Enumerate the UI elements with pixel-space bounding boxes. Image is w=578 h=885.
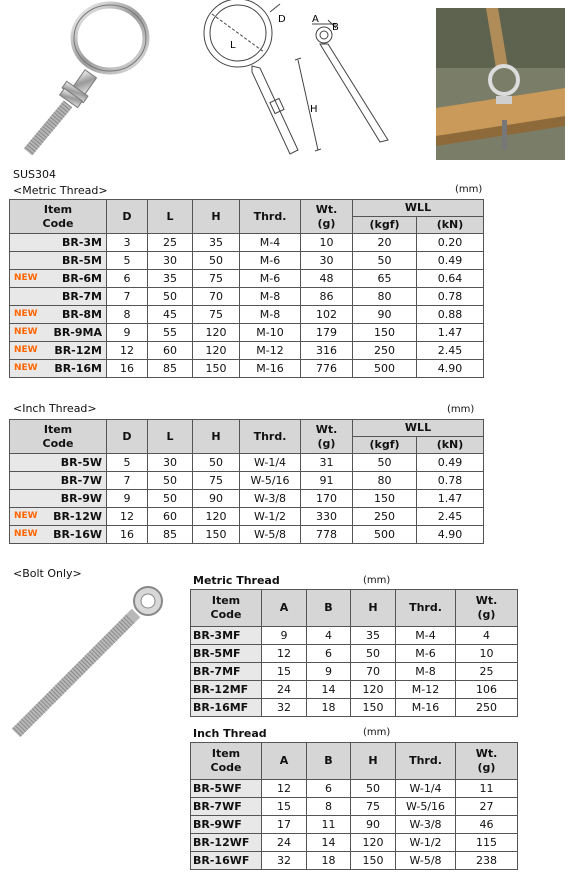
cell-kgf: 65 <box>353 270 417 288</box>
item-code: BR-7W <box>60 474 102 487</box>
cell-h: 120 <box>351 834 396 852</box>
cell-a: 15 <box>262 798 307 816</box>
cell-kn: 4.90 <box>417 526 484 544</box>
table-row <box>191 627 518 645</box>
cell-h: 150 <box>193 526 240 544</box>
item-code: BR-5WF <box>191 780 262 798</box>
header-h: H <box>351 590 396 627</box>
item-code: BR-7WF <box>191 798 262 816</box>
cell-h: 35 <box>351 627 396 645</box>
cell-kgf: 500 <box>353 526 417 544</box>
header-h: H <box>193 200 240 234</box>
cell-a: 32 <box>262 699 307 717</box>
cell-b: 18 <box>307 852 351 870</box>
cell-kgf: 250 <box>353 508 417 526</box>
header-h: H <box>351 743 396 780</box>
table-row <box>191 645 518 663</box>
label-d: D <box>278 14 286 25</box>
table-row <box>10 270 484 288</box>
table-row <box>10 472 484 490</box>
cell-kgf: 20 <box>353 234 417 252</box>
cell-b: 6 <box>307 645 351 663</box>
cell-d: 9 <box>107 324 148 342</box>
cell-h: 150 <box>351 699 396 717</box>
header-item-code: Item Code <box>10 200 107 234</box>
cell-h: 50 <box>351 645 396 663</box>
cell-kgf: 50 <box>353 454 417 472</box>
item-code: BR-16M <box>54 362 102 375</box>
cell-thrd: M-6 <box>240 252 301 270</box>
cell-kn: 1.47 <box>417 324 484 342</box>
bolt-inch-table <box>190 742 518 870</box>
cell-b: 14 <box>307 681 351 699</box>
cell-kgf: 500 <box>353 360 417 378</box>
cell-wt: 10 <box>456 645 518 663</box>
item-code: BR-9W <box>60 492 102 505</box>
header-l: L <box>148 200 193 234</box>
header-thrd: Thrd. <box>240 200 301 234</box>
cell-h: 120 <box>193 508 240 526</box>
product-photo-eye-bolt <box>8 585 168 745</box>
cell-wt: 316 <box>301 342 353 360</box>
cell-kgf: 90 <box>353 306 417 324</box>
table-row <box>10 360 484 378</box>
cell-b: 14 <box>307 834 351 852</box>
table-row <box>191 816 518 834</box>
cell-h: 50 <box>193 252 240 270</box>
bolt-metric-table <box>190 589 518 717</box>
header-a: A <box>262 743 307 780</box>
bolt-section-title: <Bolt Only> <box>13 567 82 580</box>
cell-kn: 4.90 <box>417 360 484 378</box>
new-badge: NEW <box>14 363 38 373</box>
item-code-cell <box>10 472 107 490</box>
cell-l: 50 <box>148 472 193 490</box>
header-item-code: Item Code <box>10 420 107 454</box>
cell-a: 24 <box>262 681 307 699</box>
cell-thrd: M-12 <box>240 342 301 360</box>
cell-l: 35 <box>148 270 193 288</box>
cell-a: 32 <box>262 852 307 870</box>
header-kn: (kN) <box>417 217 484 234</box>
cell-wt: 179 <box>301 324 353 342</box>
cell-h: 90 <box>351 816 396 834</box>
cell-thrd: M-16 <box>240 360 301 378</box>
cell-thrd: W-1/2 <box>396 834 456 852</box>
metric-section-title: <Metric Thread> <box>13 184 108 197</box>
cell-h: 70 <box>193 288 240 306</box>
table-row <box>191 834 518 852</box>
cell-kgf: 50 <box>353 252 417 270</box>
cell-thrd: W-3/8 <box>396 816 456 834</box>
cell-wt: 330 <box>301 508 353 526</box>
cell-d: 8 <box>107 306 148 324</box>
cell-a: 9 <box>262 627 307 645</box>
header-d: D <box>107 420 148 454</box>
cell-thrd: W-1/4 <box>396 780 456 798</box>
cell-d: 6 <box>107 270 148 288</box>
cell-kgf: 150 <box>353 490 417 508</box>
table-row <box>191 798 518 816</box>
cell-h: 50 <box>351 780 396 798</box>
item-code: BR-9MA <box>53 326 102 339</box>
cell-kgf: 250 <box>353 342 417 360</box>
cell-thrd: M-12 <box>396 681 456 699</box>
header-thrd: Thrd. <box>396 590 456 627</box>
cell-thrd: M-10 <box>240 324 301 342</box>
cell-wt: 106 <box>456 681 518 699</box>
cell-wt: 30 <box>301 252 353 270</box>
header-thrd: Thrd. <box>396 743 456 780</box>
cell-wt: 25 <box>456 663 518 681</box>
cell-thrd: W-3/8 <box>240 490 301 508</box>
header-h: H <box>193 420 240 454</box>
cell-b: 4 <box>307 627 351 645</box>
cell-b: 6 <box>307 780 351 798</box>
cell-wt: 11 <box>456 780 518 798</box>
new-badge: NEW <box>14 309 38 319</box>
cell-thrd: W-5/8 <box>396 852 456 870</box>
inch-unit: (mm) <box>447 404 475 415</box>
cell-wt: 776 <box>301 360 353 378</box>
bolt-metric-unit: (mm) <box>363 575 391 586</box>
item-code: BR-16MF <box>191 699 262 717</box>
new-badge: NEW <box>14 511 38 521</box>
cell-wt: 250 <box>456 699 518 717</box>
header-wll: WLL <box>353 200 484 217</box>
table-row <box>191 699 518 717</box>
item-code-cell <box>10 270 107 288</box>
cell-wt: 10 <box>301 234 353 252</box>
header-thrd: Thrd. <box>240 420 301 454</box>
new-badge: NEW <box>14 273 38 283</box>
cell-kn: 2.45 <box>417 508 484 526</box>
cell-l: 50 <box>148 288 193 306</box>
table-row <box>191 780 518 798</box>
item-code: BR-12M <box>54 344 102 357</box>
item-code: BR-3MF <box>191 627 262 645</box>
cell-wt: 4 <box>456 627 518 645</box>
header-item-code: Item Code <box>191 590 262 627</box>
cell-a: 12 <box>262 780 307 798</box>
cell-thrd: W-5/16 <box>396 798 456 816</box>
cell-d: 5 <box>107 454 148 472</box>
item-code: BR-12MF <box>191 681 262 699</box>
cell-kgf: 80 <box>353 288 417 306</box>
cell-kn: 0.78 <box>417 472 484 490</box>
item-code: BR-7M <box>61 290 102 303</box>
item-code: BR-3M <box>61 236 102 249</box>
table-row <box>191 852 518 870</box>
item-code-cell <box>10 454 107 472</box>
cell-l: 60 <box>148 342 193 360</box>
cell-kn: 0.49 <box>417 252 484 270</box>
table-row <box>10 234 484 252</box>
cell-h: 75 <box>193 270 240 288</box>
cell-a: 24 <box>262 834 307 852</box>
item-code-cell <box>10 490 107 508</box>
item-code: BR-5W <box>60 456 102 469</box>
cell-h: 90 <box>193 490 240 508</box>
item-code-cell <box>10 324 107 342</box>
cell-l: 30 <box>148 252 193 270</box>
new-badge: NEW <box>14 345 38 355</box>
cell-thrd: M-8 <box>240 306 301 324</box>
cell-wt: 86 <box>301 288 353 306</box>
item-code: BR-12W <box>53 510 102 523</box>
cell-wt: 170 <box>301 490 353 508</box>
product-photo-ring-bolt <box>10 0 170 160</box>
inch-thread-table <box>9 419 484 544</box>
usage-photo <box>436 8 565 160</box>
cell-h: 70 <box>351 663 396 681</box>
header-b: B <box>307 743 351 780</box>
cell-kn: 2.45 <box>417 342 484 360</box>
bolt-inch-unit: (mm) <box>363 727 391 738</box>
cell-l: 25 <box>148 234 193 252</box>
label-a: A <box>312 14 319 25</box>
item-code: BR-16W <box>53 528 102 541</box>
header-kn: (kN) <box>417 437 484 454</box>
cell-d: 5 <box>107 252 148 270</box>
header-wt: Wt. (g) <box>301 420 353 454</box>
cell-kn: 0.49 <box>417 454 484 472</box>
cell-b: 9 <box>307 663 351 681</box>
cell-h: 75 <box>193 472 240 490</box>
cell-thrd: M-4 <box>396 627 456 645</box>
cell-l: 30 <box>148 454 193 472</box>
cell-h: 75 <box>193 306 240 324</box>
cell-kn: 0.64 <box>417 270 484 288</box>
cell-d: 9 <box>107 490 148 508</box>
cell-l: 50 <box>148 490 193 508</box>
cell-d: 7 <box>107 288 148 306</box>
header-wll: WLL <box>353 420 484 437</box>
header-a: A <box>262 590 307 627</box>
table-row <box>10 526 484 544</box>
cell-thrd: M-8 <box>240 288 301 306</box>
cell-thrd: M-8 <box>396 663 456 681</box>
cell-b: 11 <box>307 816 351 834</box>
dimension-diagram <box>190 0 420 165</box>
item-code: BR-5MF <box>191 645 262 663</box>
header-wt: Wt. (g) <box>456 590 518 627</box>
table-row <box>10 288 484 306</box>
metric-thread-table <box>9 199 484 378</box>
cell-wt: 91 <box>301 472 353 490</box>
item-code-cell <box>10 508 107 526</box>
item-code-cell <box>10 252 107 270</box>
cell-h: 120 <box>193 342 240 360</box>
cell-thrd: M-4 <box>240 234 301 252</box>
item-code-cell <box>10 342 107 360</box>
item-code: BR-16WF <box>191 852 262 870</box>
cell-l: 60 <box>148 508 193 526</box>
cell-h: 120 <box>351 681 396 699</box>
cell-d: 16 <box>107 360 148 378</box>
header-kgf: (kgf) <box>353 217 417 234</box>
cell-b: 18 <box>307 699 351 717</box>
header-kgf: (kgf) <box>353 437 417 454</box>
item-code: BR-6M <box>61 272 102 285</box>
cell-kn: 0.78 <box>417 288 484 306</box>
cell-h: 35 <box>193 234 240 252</box>
header-b: B <box>307 590 351 627</box>
cell-wt: 102 <box>301 306 353 324</box>
cell-d: 16 <box>107 526 148 544</box>
cell-d: 12 <box>107 342 148 360</box>
cell-thrd: M-6 <box>240 270 301 288</box>
cell-h: 75 <box>351 798 396 816</box>
cell-d: 12 <box>107 508 148 526</box>
table-row <box>191 681 518 699</box>
table-row <box>10 306 484 324</box>
cell-thrd: W-5/16 <box>240 472 301 490</box>
cell-thrd: M-16 <box>396 699 456 717</box>
material-label: SUS304 <box>13 168 57 181</box>
header-d: D <box>107 200 148 234</box>
cell-a: 12 <box>262 645 307 663</box>
header-wt: Wt. (g) <box>301 200 353 234</box>
table-row <box>10 324 484 342</box>
table-row <box>10 454 484 472</box>
table-row <box>10 252 484 270</box>
cell-d: 7 <box>107 472 148 490</box>
cell-h: 150 <box>193 360 240 378</box>
cell-thrd: W-1/2 <box>240 508 301 526</box>
cell-d: 3 <box>107 234 148 252</box>
item-code: BR-8M <box>61 308 102 321</box>
cell-kn: 0.20 <box>417 234 484 252</box>
table-row <box>10 508 484 526</box>
header-wt: Wt. (g) <box>456 743 518 780</box>
item-code-cell <box>10 306 107 324</box>
cell-l: 85 <box>148 526 193 544</box>
cell-wt: 238 <box>456 852 518 870</box>
inch-section-title: <Inch Thread> <box>13 402 97 415</box>
item-code-cell <box>10 234 107 252</box>
bolt-inch-title: Inch Thread <box>193 727 267 740</box>
cell-kn: 1.47 <box>417 490 484 508</box>
cell-wt: 31 <box>301 454 353 472</box>
item-code-cell <box>10 526 107 544</box>
cell-wt: 46 <box>456 816 518 834</box>
cell-h: 150 <box>351 852 396 870</box>
table-row <box>10 342 484 360</box>
header-l: L <box>148 420 193 454</box>
item-code-cell <box>10 288 107 306</box>
cell-h: 50 <box>193 454 240 472</box>
bolt-metric-title: Metric Thread <box>193 574 280 587</box>
item-code-cell <box>10 360 107 378</box>
cell-wt: 27 <box>456 798 518 816</box>
item-code: BR-7MF <box>191 663 262 681</box>
cell-kn: 0.88 <box>417 306 484 324</box>
new-badge: NEW <box>14 327 38 337</box>
cell-a: 17 <box>262 816 307 834</box>
cell-h: 120 <box>193 324 240 342</box>
label-h: H <box>310 104 318 115</box>
cell-thrd: W-1/4 <box>240 454 301 472</box>
cell-kgf: 150 <box>353 324 417 342</box>
label-l: L <box>230 40 236 51</box>
cell-l: 85 <box>148 360 193 378</box>
cell-a: 15 <box>262 663 307 681</box>
item-code: BR-5M <box>61 254 102 267</box>
cell-thrd: M-6 <box>396 645 456 663</box>
cell-wt: 115 <box>456 834 518 852</box>
item-code: BR-12WF <box>191 834 262 852</box>
cell-l: 45 <box>148 306 193 324</box>
header-item-code: Item Code <box>191 743 262 780</box>
cell-l: 55 <box>148 324 193 342</box>
label-b: B <box>332 22 339 33</box>
cell-wt: 778 <box>301 526 353 544</box>
new-badge: NEW <box>14 529 38 539</box>
cell-thrd: W-5/8 <box>240 526 301 544</box>
cell-b: 8 <box>307 798 351 816</box>
metric-unit: (mm) <box>455 184 483 195</box>
table-row <box>10 490 484 508</box>
table-row <box>191 663 518 681</box>
cell-kgf: 80 <box>353 472 417 490</box>
item-code: BR-9WF <box>191 816 262 834</box>
cell-wt: 48 <box>301 270 353 288</box>
